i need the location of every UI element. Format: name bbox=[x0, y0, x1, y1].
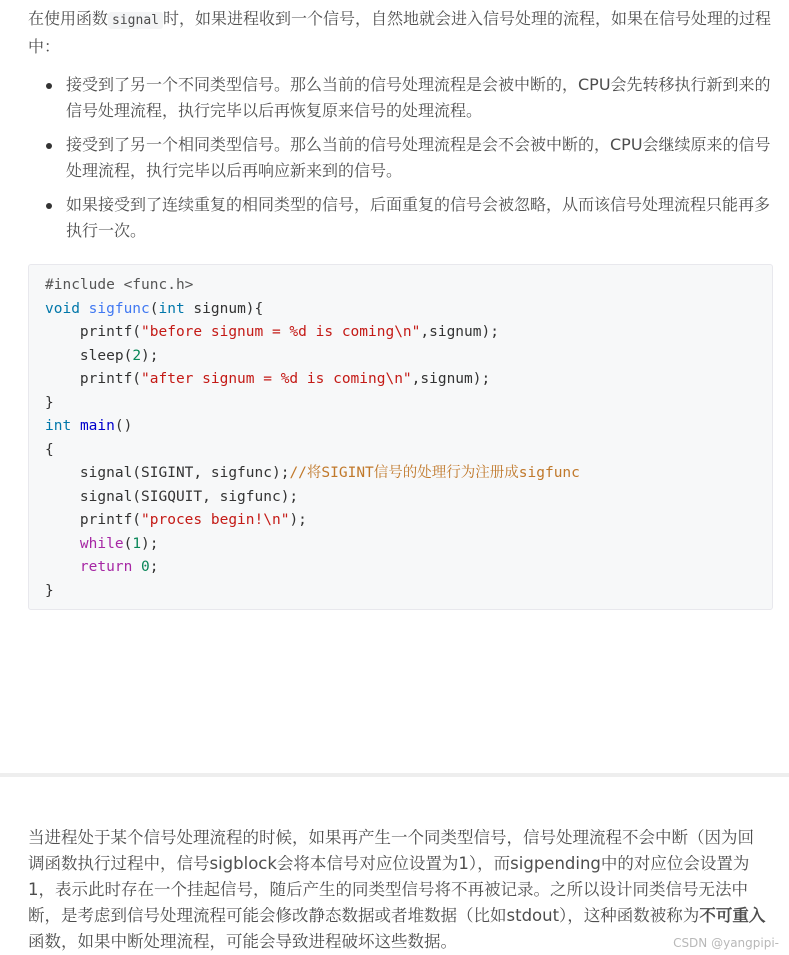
code-line-8: { bbox=[45, 441, 54, 458]
code-function-name: sigfunc bbox=[88, 300, 150, 317]
intro-paragraph bbox=[28, 6, 776, 60]
intro-text-before: 在使用函数 bbox=[28, 9, 109, 28]
bullet-item-2: 接受到了另一个相同类型信号。那么当前的信号处理流程是会不会被中断的，CPU会继续原来的信号处理流程，执行完毕以后再响应新来到的信号。 bbox=[66, 132, 776, 184]
code-text: printf( bbox=[45, 371, 142, 387]
code-text: signal(SIGINT, sigfunc); bbox=[45, 465, 290, 481]
code-line-9 bbox=[45, 462, 756, 486]
code-line-1: #include <func.h> bbox=[45, 277, 194, 293]
code-line-3 bbox=[45, 321, 756, 345]
code-line-5 bbox=[45, 368, 756, 392]
code-line-4 bbox=[45, 345, 756, 369]
bottom-paragraph bbox=[28, 825, 768, 955]
code-text bbox=[132, 559, 141, 575]
code-text: printf( bbox=[45, 512, 142, 528]
bold-term: 不可重入 bbox=[699, 906, 766, 925]
code-line-11 bbox=[45, 509, 756, 533]
code-line-14: } bbox=[45, 582, 54, 599]
code-keyword: while bbox=[79, 535, 124, 552]
csdn-watermark: CSDN @yangpipi- bbox=[673, 936, 779, 950]
section-divider bbox=[0, 773, 789, 777]
code-text: ,signum); bbox=[420, 324, 499, 340]
top-section bbox=[28, 6, 776, 252]
code-line-12 bbox=[45, 533, 756, 557]
code-line-7 bbox=[45, 415, 756, 439]
code-text: signum){ bbox=[184, 300, 264, 317]
code-text: ; bbox=[149, 559, 159, 575]
code-string: "after signum = %d is coming\n" bbox=[141, 371, 412, 387]
bullet-item-3: 如果接受到了连续重复的相同类型的信号，后面重复的信号会被忽略，从而该信号处理流程只能再多执行一次。 bbox=[66, 192, 776, 244]
code-number: 1 bbox=[132, 535, 142, 552]
inline-code-signal: signal bbox=[108, 12, 163, 29]
code-keyword: int bbox=[45, 418, 72, 434]
code-string: "before signum = %d is coming\n" bbox=[141, 324, 421, 340]
code-text: ( bbox=[149, 300, 159, 317]
code-comment: //将SIGINT信号的处理行为注册成sigfunc bbox=[289, 465, 580, 481]
code-keyword: void bbox=[45, 300, 80, 317]
code-text: ( bbox=[123, 535, 133, 552]
code-text: printf( bbox=[45, 324, 142, 340]
code-number: 2 bbox=[132, 347, 142, 364]
code-line-2 bbox=[45, 298, 756, 322]
code-text: ,signum); bbox=[411, 371, 491, 387]
code-text: ); bbox=[289, 512, 307, 528]
code-line-13 bbox=[45, 556, 756, 580]
code-text: ); bbox=[141, 535, 159, 552]
bullet-item-1: 接受到了另一个不同类型信号。那么当前的信号处理流程是会被中断的，CPU会先转移执行新到来的信号处理流程，执行完毕以后再恢复原来信号的处理流程。 bbox=[66, 72, 776, 124]
code-text: sleep( bbox=[45, 347, 133, 364]
code-keyword: return bbox=[79, 559, 133, 575]
code-function-name: main bbox=[79, 418, 115, 434]
bottom-text-2: 函数，如果中断处理流程，可能会导致进程破坏这些数据。 bbox=[28, 932, 457, 951]
code-text: () bbox=[114, 418, 133, 434]
code-line-10: signal(SIGQUIT, sigfunc); bbox=[45, 488, 299, 505]
intro-text-after: 时，如果进程收到一个信号，自然地就会进入信号处理的流程，如果在信号处理的过程中： bbox=[28, 9, 771, 56]
code-string: "proces begin!\n" bbox=[141, 512, 290, 528]
code-number: 0 bbox=[141, 559, 150, 575]
code-keyword: int bbox=[158, 300, 185, 317]
code-indent bbox=[45, 559, 80, 575]
code-indent bbox=[45, 536, 80, 552]
code-text: ); bbox=[141, 347, 159, 364]
code-line-6: } bbox=[45, 394, 54, 411]
bottom-text-1: 当进程处于某个信号处理流程的时候，如果再产生一个同类型信号，信号处理流程不会中断（因为回调函数执行过程中，信号sigblock会将本信号对应位设置为1），而sigpending中的对应位会设置为1，表示此时存在一个挂起信号，随后产生的同类型信号将不再被记录。之所以设计同类信号无法中断，是考虑到信号处理流程可能会修改静态数据或者堆数据（比如stdout），这种函数被称为 bbox=[28, 828, 754, 925]
code-block[interactable] bbox=[28, 264, 773, 610]
bottom-section bbox=[28, 825, 768, 955]
bullet-list bbox=[28, 72, 776, 244]
